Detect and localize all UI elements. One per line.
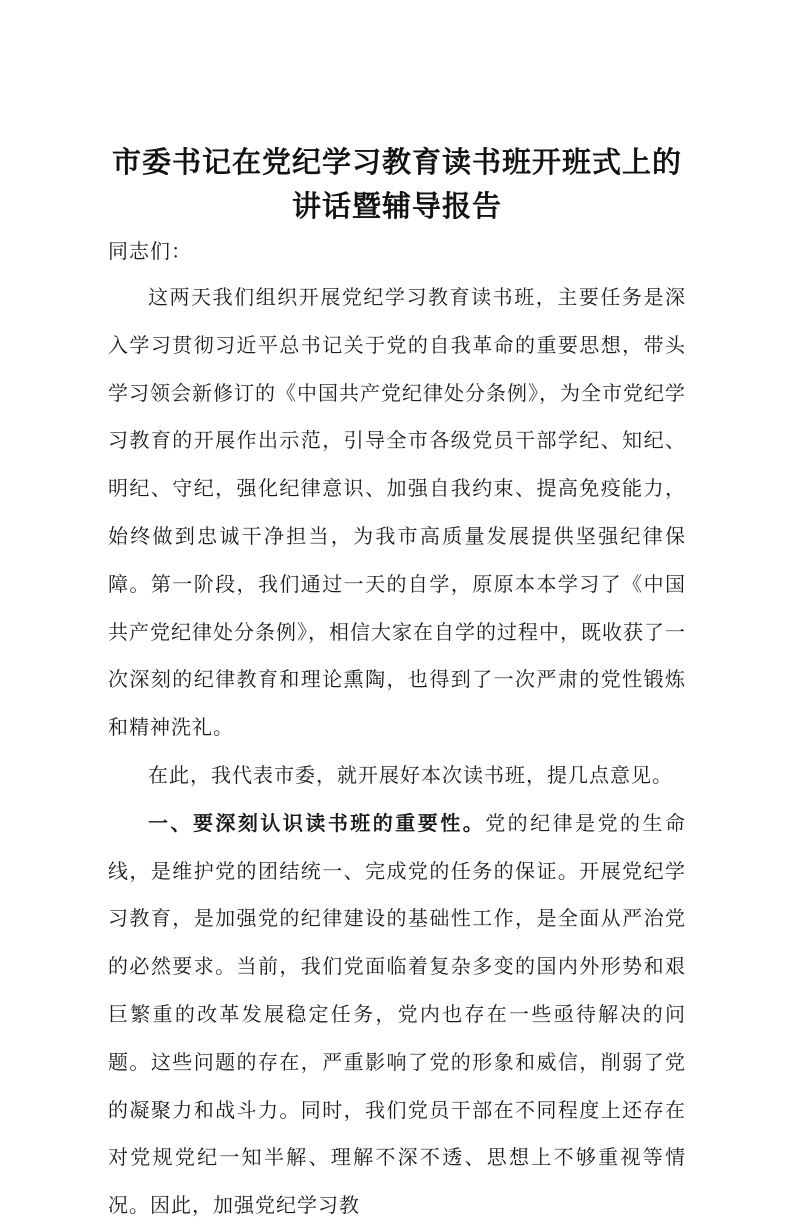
paragraph-intro: 这两天我们组织开展党纪学习教育读书班，主要任务是深入学习贯彻习近平总书记关于党的自我革命的重要思想，带头学习领会新修订的《中国共产党纪律处分条例》，为全市党纪学习教育的开展作出示范，引导全市各级党员干部学纪、知纪、明纪、守纪，强化纪律意识、加强自我约束、提高免疫能力，始终做到忠诚干净担当，为我市高质量发展提供坚强纪律保障。第一阶段，我们通过一天的自学，原原本本学习了《中国共产党纪律处分条例》，相信大家在自学的过程中，既收获了一次深刻的纪律教育和理论熏陶，也得到了一次严肃的党性锻炼和精神洗礼。 — [108, 285, 686, 740]
document-title: 市委书记在党纪学习教育读书班开班式上的讲话暨辅导报告 — [111, 145, 682, 223]
section-1-text: 党的纪律是党的生命线，是维护党的团结统一、完成党的任务的保证。开展党纪学习教育，是加强党的纪律建设的基础性工作，是全面从严治党的必然要求。当前，我们党面临着复杂多变的国内外形势和艰巨繁重的改革发展稳定任务，党内也存在一些亟待解决的问题。这些问题的存在，严重影响了党的形象和威信，削弱了党的凝聚力和战斗力。同时，我们党员干部在不同程度上还存在对党规党纪一知半解、理解不深不透、思想上不够重视等情况。因此，加强党纪学习教 — [108, 810, 687, 1218]
paragraph-opinions: 在此，我代表市委，就开展好本次读书班，提几点意见。 — [148, 762, 673, 787]
paragraph-section-1 — [108, 800, 686, 1230]
salutation: 同志们： — [108, 239, 192, 263]
document-page — [108, 140, 686, 1230]
section-1-heading: 一、要深刻认识读书班的重要性。 — [148, 810, 486, 835]
